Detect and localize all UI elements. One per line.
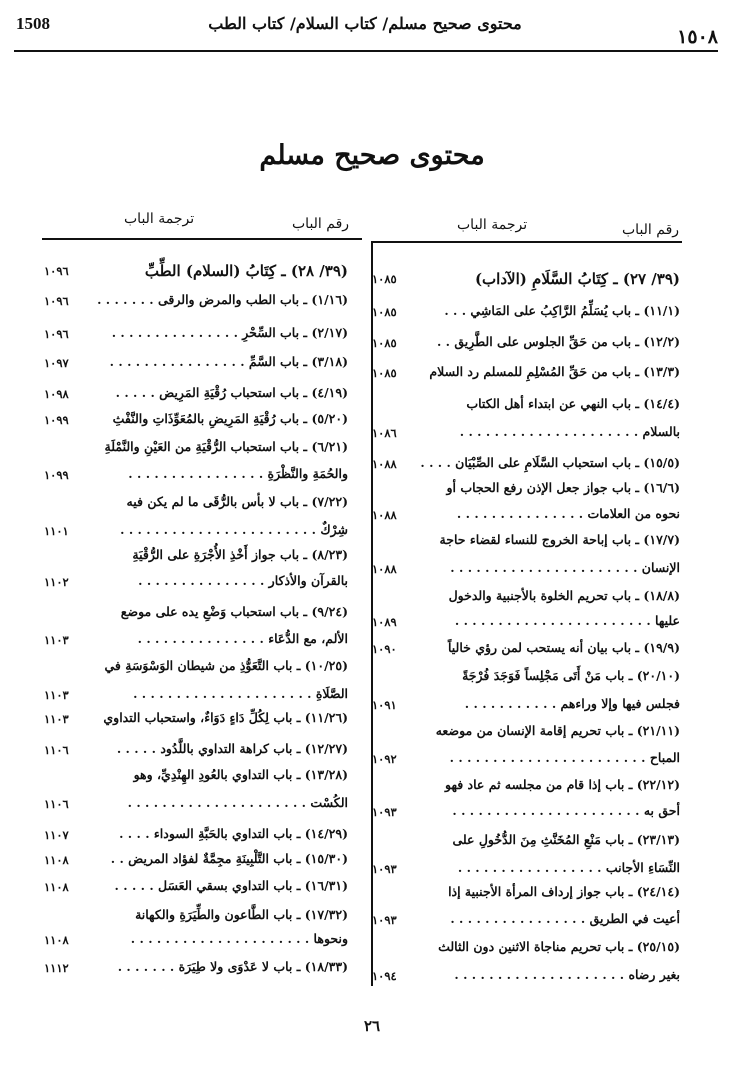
toc-entry: فجلس فيها وإلا وراءهم . . . . . . . . . . . bbox=[464, 696, 680, 711]
toc-entry: (٤/١٩) ـ باب استحباب رُقْيَةِ المَرِيض . . . . . bbox=[115, 385, 348, 400]
toc-page-number: ١٠٩٩ bbox=[44, 468, 69, 482]
page-number-latin: 1508 bbox=[16, 14, 50, 33]
toc-entry: أعيت في الطريق . . . . . . . . . . . . . . . . bbox=[450, 911, 680, 926]
toc-entry: بالقرآن والأذكار . . . . . . . . . . . . . . . bbox=[138, 573, 348, 588]
right-number-header: رقم الباب bbox=[622, 222, 680, 238]
toc-entry: (١٨/٣٣) ـ باب لا عَدْوَى ولا طِيَرَة . . . . . . . bbox=[117, 959, 348, 974]
toc-page-number: ١٠٩٤ bbox=[372, 969, 397, 983]
toc-entry: (١٦/٦) ـ باب جواز جعل الإذن رفع الحجاب أو bbox=[446, 480, 680, 495]
toc-page-number: ١١٠٢ bbox=[44, 575, 69, 589]
toc-entry: الكُسْت . . . . . . . . . . . . . . . . . . . . . bbox=[127, 795, 348, 810]
toc-entry: (٣/١٨) ـ باب السَّمِّ . . . . . . . . . . . . . . . . bbox=[109, 354, 348, 369]
toc-page-number: ١١٠٦ bbox=[44, 797, 69, 811]
toc-entry: المباح . . . . . . . . . . . . . . . . . . . . . . . bbox=[449, 750, 680, 765]
page-number-arabic: ١٥٠٨ bbox=[677, 26, 718, 48]
toc-entry: (١١/١) ـ باب يُسَلِّمُ الرَّاكِبُ على المَاشِي . . . bbox=[444, 303, 680, 318]
toc-page-number: ١١٠٣ bbox=[44, 712, 69, 726]
toc-entry: الألم، مع الدُّعَاء . . . . . . . . . . . . . . . bbox=[137, 631, 348, 646]
toc-entry: (١٩/٩) ـ باب بيان أنه يستحب لمن رؤي خالياً bbox=[447, 640, 680, 655]
toc-entry: شِرْكٌ . . . . . . . . . . . . . . . . . . . . . . . bbox=[120, 522, 348, 537]
toc-entry: (٢١/١١) ـ باب تحريم إقامة الإنسان من موضعه bbox=[435, 723, 680, 738]
toc-page-number: ١٠٩٣ bbox=[372, 913, 397, 927]
toc-entry: الصَّلَاةِ . . . . . . . . . . . . . . . . . . . . . bbox=[133, 686, 348, 701]
page-title: محتوى صحيح مسلم bbox=[259, 140, 485, 171]
toc-entry: (١٧/٧) ـ باب إباحة الخروج للنساء لقضاء حاجة bbox=[439, 532, 680, 547]
toc-entry: (٧/٢٢) ـ باب لا بأس بالرُّقَى ما لم يكن فيه bbox=[126, 494, 348, 509]
left-column-rule bbox=[42, 238, 362, 240]
toc-page-number: ١٠٩٧ bbox=[44, 356, 69, 370]
toc-entry: (١٢/٢٧) ـ باب كراهة التداوي باللَّدُود . . . . . bbox=[116, 741, 348, 756]
toc-entry: (١٠/٢٥) ـ باب التَّعَوُّذِ من شيطان الوَسْوَسَةِ في bbox=[104, 658, 348, 673]
toc-entry: (١٥/٣٠) ـ باب التَّلْبِينَةِ مجِمَّةٌ لفؤاد المريض . . bbox=[110, 851, 348, 866]
toc-entry: (١٤/٢٩) ـ باب التداوي بالحَبَّةِ السوداء . . . . bbox=[119, 826, 348, 841]
toc-entry: (٣٩/ ٢٧) ـ كِتَابُ السَّلَامِ (الآداب) bbox=[474, 270, 680, 288]
toc-entry: (٢٤/١٤) ـ باب جواز إرداف المرأة الأجنبية إذا bbox=[448, 884, 680, 899]
toc-entry: (٢٣/١٣) ـ باب مَنْعِ المُخَنَّثِ مِنَ الدُّخُولِ على bbox=[452, 832, 680, 847]
toc-page-number: ١١١٢ bbox=[44, 961, 69, 975]
toc-page-number: ١٠٩٣ bbox=[372, 862, 397, 876]
toc-entry: (١٣/٣) ـ باب من حَقِّ المُسْلِمِ للمسلم رد السلام bbox=[429, 364, 680, 379]
toc-page-number: ١١٠٨ bbox=[44, 933, 69, 947]
toc-page-number: ١١٠٣ bbox=[44, 633, 69, 647]
header-divider bbox=[14, 50, 718, 52]
toc-page-number: ١١٠٨ bbox=[44, 880, 69, 894]
toc-page-number: ١٠٩٨ bbox=[44, 387, 69, 401]
left-number-header: رقم الباب bbox=[292, 216, 350, 232]
toc-page-number: ١٠٨٨ bbox=[372, 508, 397, 522]
toc-entry: والحُمَةِ والنَّظْرَةِ . . . . . . . . . . . . . . . . bbox=[128, 466, 348, 481]
toc-page-number: ١٠٩٩ bbox=[44, 413, 69, 427]
toc-entry: (١٣/٢٨) ـ باب التداوي بالعُودِ الهِنْدِيِّ، وهو bbox=[133, 767, 348, 782]
left-title-header: ترجمة الباب bbox=[124, 211, 195, 227]
toc-entry: (٢/١٧) ـ باب السِّحْرِ . . . . . . . . . . . . . . . bbox=[111, 325, 348, 340]
toc-page-number: ١١٠٨ bbox=[44, 853, 69, 867]
toc-entry: الإنسان . . . . . . . . . . . . . . . . . . . . . . bbox=[450, 560, 680, 575]
toc-page-number: ١٠٩٦ bbox=[44, 264, 69, 278]
toc-entry: النِّسَاءِ الأجانب . . . . . . . . . . . . . . . . . bbox=[457, 860, 680, 875]
toc-entry: نحوه من العلامات . . . . . . . . . . . . . . . bbox=[456, 506, 680, 521]
toc-page-number: ١٠٩٢ bbox=[372, 752, 397, 766]
toc-page-number: ١٠٩٠ bbox=[372, 642, 397, 656]
toc-page-number: ١١٠٧ bbox=[44, 828, 69, 842]
footer-page-number: ٢٦ bbox=[363, 1017, 381, 1035]
toc-page-number: ١٠٨٦ bbox=[372, 426, 397, 440]
toc-entry: (٢٠/١٠) ـ باب مَنْ أَتَى مَجْلِساً فَوَجَدَ فُرْجَةً bbox=[462, 668, 680, 683]
toc-page-number: ١٠٩٣ bbox=[372, 805, 397, 819]
toc-entry: (٢٥/١٥) ـ باب تحريم مناجاة الاثنين دون الثالث bbox=[438, 939, 680, 954]
toc-page-number: ١١٠١ bbox=[44, 524, 69, 538]
right-column-rule bbox=[372, 241, 682, 243]
toc-page-number: ١١٠٦ bbox=[44, 743, 69, 757]
toc-entry: عليها . . . . . . . . . . . . . . . . . . . . . . . bbox=[454, 613, 680, 628]
toc-entry: (١٤/٤) ـ باب النهي عن ابتداء أهل الكتاب bbox=[466, 396, 680, 411]
toc-entry: (١١/٢٦) ـ باب لِكُلِّ دَاءٍ دَوَاءٌ، واستحباب التداوي bbox=[103, 710, 348, 725]
running-title: محتوى صحيح مسلم/ كتاب السلام/ كتاب الطب bbox=[208, 14, 522, 33]
toc-entry: (١٦/٣١) ـ باب التداوي بسقي العَسَل . . . . . bbox=[114, 878, 348, 893]
toc-entry: ونحوها . . . . . . . . . . . . . . . . . . . . . bbox=[130, 931, 348, 946]
toc-page-number: ١٠٨٥ bbox=[372, 305, 397, 319]
toc-entry: (٣٩/ ٢٨) ـ كِتَابُ (السلام) الطِّبِّ bbox=[144, 262, 348, 280]
toc-entry: بالسلام . . . . . . . . . . . . . . . . . . . . . bbox=[459, 424, 680, 439]
toc-page-number: ١٠٩٦ bbox=[44, 294, 69, 308]
toc-entry: (٨/٢٣) ـ باب جواز أَخْذِ الأُجْرَةِ على الرُّقْيَةِ bbox=[132, 547, 348, 562]
toc-page-number: ١٠٨٥ bbox=[372, 366, 397, 380]
right-title-header: ترجمة الباب bbox=[457, 217, 528, 233]
toc-entry: (١٥/٥) ـ باب استحباب السَّلَامِ على الصِّبْيَان . . . . bbox=[420, 455, 680, 470]
toc-entry: (١/١٦) ـ باب الطب والمرض والرقى . . . . . . . bbox=[97, 292, 348, 307]
toc-entry: (٦/٢١) ـ باب استحباب الرُّقْيَةِ من العَيْنِ والنَّمْلَةِ bbox=[104, 439, 348, 454]
toc-entry: (١٧/٣٢) ـ باب الطَّاعون والطِّيَرَةِ والكهانة bbox=[135, 907, 348, 922]
toc-entry: أحق به . . . . . . . . . . . . . . . . . . . . . . bbox=[452, 803, 680, 818]
toc-entry: (٥/٢٠) ـ باب رُقْيَةِ المَرِيضِ بالمُعَوِّذَاتِ والنَّفْثِ bbox=[112, 411, 348, 426]
toc-page-number: ١١٠٣ bbox=[44, 688, 69, 702]
toc-page-number: ١٠٨٩ bbox=[372, 615, 397, 629]
toc-page-number: ١٠٨٨ bbox=[372, 457, 397, 471]
toc-entry: (٩/٢٤) ـ باب استحباب وَضْعِ يده على موضع bbox=[120, 604, 348, 619]
toc-page-number: ١٠٨٥ bbox=[372, 336, 397, 350]
toc-entry: (١٨/٨) ـ باب تحريم الخلوة بالأجنبية والدخول bbox=[448, 588, 680, 603]
toc-page-number: ١٠٩١ bbox=[372, 698, 397, 712]
toc-page-number: ١٠٩٦ bbox=[44, 327, 69, 341]
toc-page-number: ١٠٨٨ bbox=[372, 562, 397, 576]
toc-entry: بغير رضاه . . . . . . . . . . . . . . . . . . . . bbox=[454, 967, 680, 982]
toc-entry: (٢٢/١٢) ـ باب إذا قام من مجلسه ثم عاد فهو bbox=[445, 777, 680, 792]
toc-entry: (١٢/٢) ـ باب من حَقِّ الجلوس على الطَّرِيق . . bbox=[436, 334, 680, 349]
toc-page-number: ١٠٨٥ bbox=[372, 272, 397, 286]
